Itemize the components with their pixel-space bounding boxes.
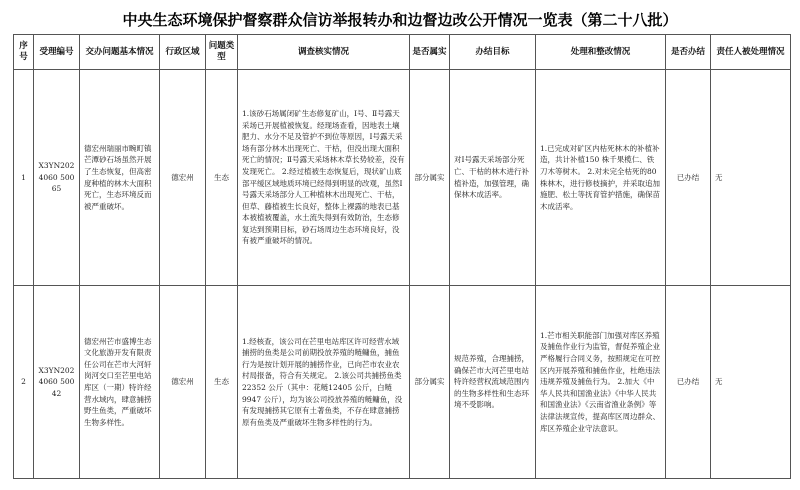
cell-code: X3YN2024060 50065 [34, 70, 80, 286]
cell-region: 德宏州 [160, 286, 206, 479]
cell-handling: 1.已完成对矿区内枯死林木的补植补造，共计补植150 株千果榄仁、铁刀木等树木。 2.对未完全枯死的80 株林木，进行修枝摘护，并采取追加施肥、松土等抚育管护措施，确保苗木成活率。 [536, 70, 666, 286]
cell-handling: 1.芒市相关职能部门加强对库区养殖及捕鱼作业行为监管，督促养殖企业严格履行合同义务，按照规定在可控区内开展养殖和捕鱼作业，杜绝违法违规养殖及捕鱼行为。 2.加大《中华人民共和国渔业法》《中华人民共和国渔业法》《云南省渔业条例》等法律法规宣传，提高库区周边群众、库区养殖企业守法意识。 [536, 286, 666, 479]
header-accountability: 责任人被处理情况 [711, 35, 791, 70]
cell-seq: 1 [14, 70, 34, 286]
header-verified: 是否属实 [410, 35, 450, 70]
cell-code: X3YN2024060 50042 [34, 286, 80, 479]
public-report-table [13, 34, 791, 479]
cell-verified: 部分属实 [410, 286, 450, 479]
cell-closed: 已办结 [666, 70, 711, 286]
cell-verified: 部分属实 [410, 70, 450, 286]
cell-accountability: 无 [711, 286, 791, 479]
table-row [14, 286, 791, 479]
header-handling: 处理和整改情况 [536, 35, 666, 70]
table-row [14, 70, 791, 286]
cell-investigation: 1.经核查，该公司在芒里电站库区许可经营水域捕捞的鱼类是公司前期投放养殖的鲢鳙鱼，捕鱼行为是按计划开展的捕捞作业，已向芒市农业农村局报备，符合有关规定。 2.该公司共捕捞鱼类22352 公斤（其中：花鲢12405 公斤，白鲢9947 公斤），均为该公司投放养殖的鲢鳙鱼，没有发现捕捞其它原有土著鱼类，不存在肆意捕捞原有鱼类及严重破坏生物多样性的行为。 [238, 286, 410, 479]
cell-accountability: 无 [711, 70, 791, 286]
cell-seq: 2 [14, 286, 34, 479]
cell-closed: 已办结 [666, 286, 711, 479]
cell-type: 生态 [206, 286, 238, 479]
cell-issue: 德宏州芒市盛博生态文化旅游开发有限责任公司在芒市大河轩岗河交口至芒里电站库区（一期）特许经营水域内，肆意捕捞野生鱼类，严重破坏生物多样性。 [80, 286, 160, 479]
header-code: 受理编号 [34, 35, 80, 70]
header-investigation: 调查核实情况 [238, 35, 410, 70]
header-issue: 交办问题基本情况 [80, 35, 160, 70]
cell-region: 德宏州 [160, 70, 206, 286]
cell-investigation: 1.该砂石场属闭矿生态修复矿山，Ⅰ号、Ⅱ号露天采场已开展植被恢复。经现场查看，因地表土壤肥力、水分不足及管护不到位等原因，Ⅰ号露天采场有部分林木出现死亡、干枯，但没出现大面积死亡的情况；Ⅱ号露天采场林木草长势较差，没有发现死亡。 2.经过植被生态恢复后，现状矿山底部平缓区域地质环境已经得到明显的改观，虽然Ⅰ号露天采场部分人工种植林木出现死亡、干枯，但草、藤植被生长良好，整体上裸露的地表已基本被植被覆盖，水土流失得到有效防治，生态修复达到预期目标，砂石场周边生态环境良好，没有被严重破坏的情况。 [238, 70, 410, 286]
cell-type: 生态 [206, 70, 238, 286]
cell-goal: 规范养殖，合理捕捞，确保芒市大河芒里电站特许经营权流域范围内的生物多样性和生态环境不受影响。 [450, 286, 536, 479]
header-type: 问题类型 [206, 35, 238, 70]
cell-issue: 德宏州瑞丽市畹町镇芒潭砂石场虽然开展了生态恢复，但高密度种植的林木大面积死亡，生态环境反而被严重破坏。 [80, 70, 160, 286]
table-header-row [14, 35, 791, 70]
page-title: 中央生态环境保护督察群众信访举报转办和边督边改公开情况一览表（第二十八批） [122, 11, 678, 29]
header-goal: 办结目标 [450, 35, 536, 70]
header-seq: 序号 [14, 35, 34, 70]
header-region: 行政区域 [160, 35, 206, 70]
cell-goal: 对Ⅰ号露天采场部分死亡、干枯的林木进行补植补造，加强管理，确保林木成活率。 [450, 70, 536, 286]
header-closed: 是否办结 [666, 35, 711, 70]
